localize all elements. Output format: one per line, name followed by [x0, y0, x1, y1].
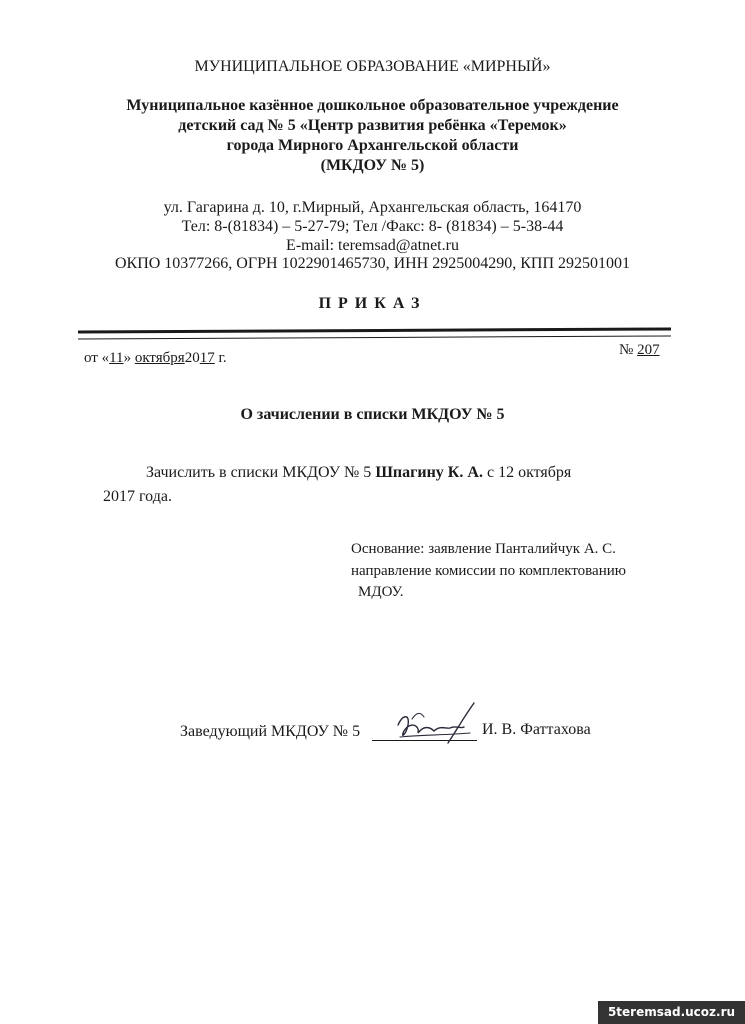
signatory-title: Заведующий МКДОУ № 5 [180, 723, 361, 740]
date-day: 11 [109, 350, 124, 366]
organization-name-line-1: Муниципальное казённое дошкольное образовательное учреждение [126, 97, 619, 114]
date-month: октября [134, 350, 185, 366]
date-suffix: г. [214, 350, 227, 366]
body-text-start: Зачислить в списки МКДОУ № 5 [146, 464, 376, 481]
basis-line-1: Основание: заявление Панталийчук А. С. [351, 541, 616, 557]
municipality-title: МУНИЦИПАЛЬНОЕ ОБРАЗОВАНИЕ «МИРНЫЙ» [194, 58, 551, 75]
organization-name-line-2: детский сад № 5 «Центр развития ребёнка «Теремок» [178, 117, 567, 134]
address-line: ул. Гагарина д. 10, г.Мирный, Архангельская область, 164170 [163, 199, 582, 216]
site-watermark: 5teremsad.ucoz.ru [598, 1001, 745, 1024]
handwritten-signature [390, 695, 485, 755]
order-number [619, 342, 660, 359]
body-text-end: с 12 октября [482, 464, 572, 481]
date-separator: » [123, 350, 135, 366]
number-prefix: № [619, 342, 638, 358]
email-line: E-mail: teremsad@atnet.ru [286, 237, 459, 254]
date-year-prefix: 20 [184, 350, 200, 366]
signatory-name: И. В. Фаттахова [482, 721, 591, 738]
child-name: Шпагину К. А. [375, 464, 483, 481]
number-value: 207 [637, 342, 660, 358]
order-date [84, 350, 227, 367]
registration-codes: ОКПО 10377266, ОГРН 1022901465730, ИНН 2925004290, КПП 292501001 [114, 255, 631, 272]
header-divider-thin [78, 335, 671, 339]
header-divider-thick [78, 327, 671, 333]
basis-line-2: направление комиссии по комплектованию [351, 563, 626, 579]
order-subject: О зачислении в списки МКДОУ № 5 [240, 406, 505, 423]
basis-line-3: МДОУ. [358, 584, 404, 600]
phone-line: Тел: 8-(81834) – 5-27-79; Тел /Факс: 8- (81834) – 5-38-44 [181, 218, 564, 235]
document-type-title: ПРИКАЗ [318, 295, 427, 312]
organization-name-line-3: города Мирного Архангельской области [226, 137, 519, 154]
order-body-line-2: 2017 года. [103, 488, 172, 505]
date-year-suffix: 17 [199, 350, 215, 366]
organization-short-name: (МКДОУ № 5) [320, 157, 425, 174]
order-body-line-1 [146, 464, 571, 482]
date-prefix: от « [84, 350, 110, 366]
